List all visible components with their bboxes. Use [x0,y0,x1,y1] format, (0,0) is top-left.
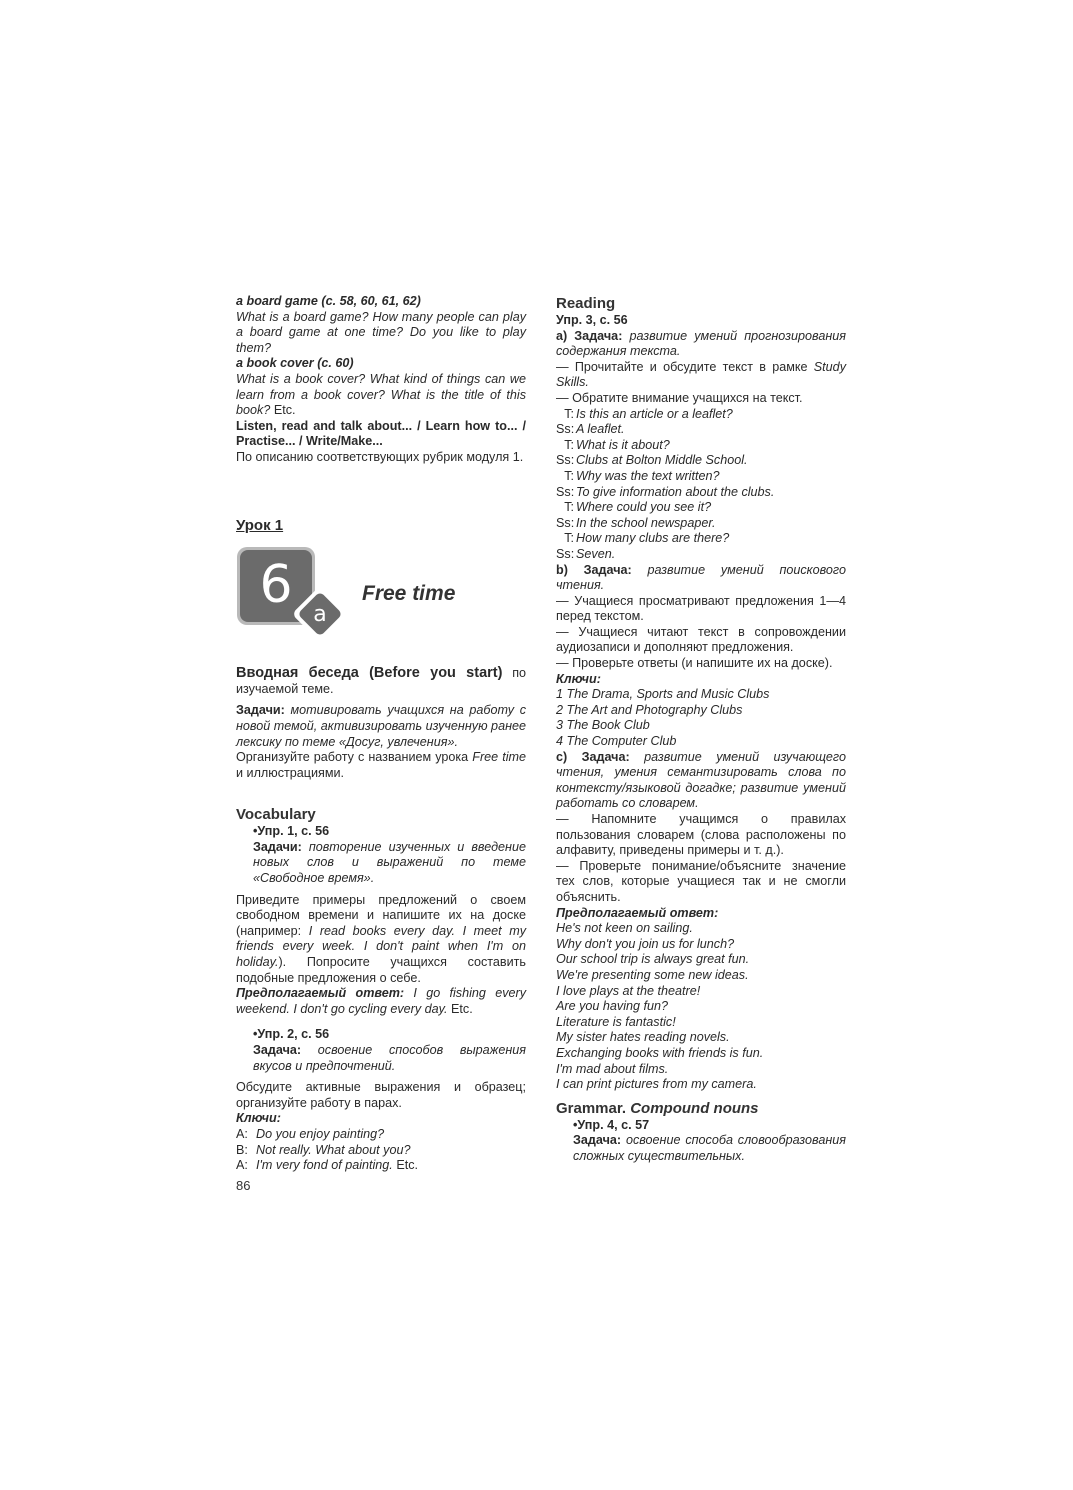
utterance: Clubs at Bolton Middle School. [576,453,748,468]
board-game-heading: a board game (c. 58, 60, 61, 62) [236,294,421,308]
speaker: A: [236,1158,248,1173]
b-task-text: развитие умений поискового чтения. [556,562,847,593]
intro-heading: Вводная беседа (Before you start) [236,665,503,682]
unit-title: Free time [362,582,456,606]
c-line: — Напомните учащимся о правилах пользования словарем (слова расположены по алфавиту, приведены примеры и т. д.). [556,812,846,858]
keys-label: Ключи: [556,671,601,686]
answer-line: Literature is fantastic! [556,1014,676,1029]
answer-line: We're presenting some new ideas. [556,967,749,982]
utterance: I'm very fond of painting. [256,1158,393,1173]
grammar-heading: Grammar. Compound nouns [556,1099,759,1117]
dialog-etc: Etc. [396,1158,419,1173]
b-line: — Учащиеся читают текст в сопровождении аудиозаписи и дополняют предложения. [556,624,846,655]
a-line-1: — Прочитайте и обсудите текст в рамке [556,359,808,374]
key-item: 2 The Art and Photography Clubs [556,702,743,717]
ex1-tasks-label: Задачи: [253,839,302,854]
ex2-text: Обсудите активные выражения и образец; организуйте работу в парах. [236,1080,526,1110]
ex1-expected-label: Предполагаемый ответ: [236,986,405,1001]
book-cover-heading: a book cover (c. 60) [236,356,354,371]
answer-line: Are you having fun? [556,999,669,1014]
dialog-line [556,438,846,454]
ex1-etc: Etc. [451,1001,473,1016]
a-task-text: развитие умений прогнозирования содержания текста. [556,328,846,359]
etc-text: Etc. [273,403,296,418]
dialog-line [556,516,846,532]
utterance: Not really. What about you? [256,1142,411,1157]
dialog-line [236,1158,526,1174]
key-item: 3 The Book Club [556,718,650,733]
c-line: — Проверьте понимание/объясните значение тех слов, которые учащиеся так и не смогли объяснить. [556,858,846,904]
dialog-line [556,531,846,547]
b-task-label: b) Задача: [556,562,632,577]
board-game-text: What is a board game? How many people can play a board game at one time? Do you like to play them? [236,309,526,355]
exercise-1-label: • Упр. 1, с. 56 [253,824,526,840]
ex2-keys-label: Ключи: [236,1111,281,1126]
ex1-text-2: I read books every day. I meet my friends every week. I don't paint when I'm on holiday. [236,923,526,970]
a-line-2: — Обратите внимание учащихся на текст. [556,390,803,405]
ex2-task-text: освоение способов выражения вкусов и предпочтений. [253,1043,527,1073]
speaker: T: [564,468,574,483]
speaker: B: [236,1142,248,1157]
dialog-line [556,500,846,516]
speaker: T: [564,406,574,421]
b-line: — Проверьте ответы (и напишите их на доске). [556,656,833,671]
utterance: Why was the text written? [576,468,720,483]
key-item: 1 The Drama, Sports and Music Clubs [556,687,770,702]
reading-heading: Reading [556,295,616,312]
vocabulary-heading: Vocabulary [236,806,316,824]
speaker: Ss: [556,546,575,561]
rubrics-description: По описанию соответствующих рубрик модуля 1. [236,449,524,464]
dialog-line [556,422,846,438]
unit-badge-icon [236,546,344,642]
intro-org-3: и иллюстрациями. [236,765,345,780]
page-number: 86 [236,1178,251,1193]
intro-tail: по изучаемой теме. [236,666,527,696]
unit-header [236,546,526,642]
a-line-1-it: Study Skills. [556,359,846,390]
speaker: Ss: [556,453,575,468]
exercise-3-label: Упр. 3, с. 56 [556,313,628,327]
ex1-text-3: ). Попросите учащихся составить подобные предложения о себе. [236,955,526,985]
answer-line: Why don't you join us for lunch? [556,936,735,951]
ex2-task-label: Задача: [253,1043,302,1057]
speaker: T: [564,531,574,546]
rubrics-heading: Listen, read and talk about... / Learn how to... / Practise... / Write/Make... [236,418,526,449]
intro-org-2: Free time [472,750,527,765]
speaker: Ss: [556,484,575,499]
dialog-line [556,453,846,469]
ex1-answer: I go fishing every weekend. I don't go cycling every day. [236,986,526,1016]
dialog-line [556,485,846,501]
speaker: Ss: [556,515,575,530]
answer-line: I love plays at the theatre! [556,983,701,998]
key-item: 4 The Computer Club [556,734,677,749]
speaker: T: [564,437,574,452]
c-task-text: развитие умений изучающего чтения, умения семантизировать слова по контексту/языковой догадке; развитие умений работать со словарем. [556,749,847,811]
dialog-line [236,1143,526,1159]
b-line: — Учащиеся просматривают предложения 1—4 перед текстом. [556,593,846,624]
utterance: How many clubs are there? [576,531,730,546]
speaker: T: [564,500,574,515]
ex4-task-label: Задача: [573,1133,622,1148]
utterance: Seven. [576,546,616,561]
utterance: What is it about? [576,437,670,452]
left-column [236,294,526,1174]
unit-letter: a [313,602,327,628]
lesson-label: Урок 1 [236,516,284,534]
exercise-2-label: • Упр. 2, с. 56 [253,1027,526,1043]
utterance: In the school newspaper. [576,515,716,530]
a-task-label: a) Задача: [556,328,623,343]
answer-line: I can print pictures from my camera. [556,1077,757,1092]
speaker: A: [236,1126,248,1141]
utterance: Do you enjoy painting? [256,1126,385,1141]
utterance: To give information about the clubs. [576,484,775,499]
dialog-line [556,547,846,563]
answer-line: Exchanging books with friends is fun. [556,1045,764,1060]
expected-answer-label: Предполагаемый ответ: [556,905,719,920]
utterance: Is this an article or a leaflet? [576,406,733,421]
answer-line: Our school trip is always great fun. [556,952,750,967]
intro-tasks-label: Задачи: [236,703,285,718]
ex1-text-1: Приведите примеры предложений о своем свободном времени и напишите их на доске (например: [236,892,526,938]
right-column [556,294,846,1164]
dialog-line [236,1127,526,1143]
utterance: A leaflet. [576,422,625,437]
intro-tasks-text: мотивировать учащихся на работу с новой темой, активизировать изученную ранее лексику по теме «Досуг, увлечения». [236,703,527,749]
utterance: Where could you see it? [576,500,712,515]
unit-number: 6 [259,555,293,616]
answer-line: He's not keen on sailing. [556,921,693,936]
speaker: Ss: [556,422,575,437]
book-cover-text: What is a book cover? What kind of things can we learn from a book cover? What is the title of this book? [236,371,526,418]
ex4-task-text: освоение способа словообразования сложных существительных. [573,1133,846,1163]
dialog-line [556,469,846,485]
answer-line: My sister hates reading novels. [556,1030,730,1045]
intro-org-1: Организуйте работу с названием урока [236,750,469,765]
c-task-label: c) Задача: [556,749,630,764]
dialog-line [556,407,846,423]
answer-line: I'm mad about films. [556,1061,669,1076]
ex1-tasks-text: повторение изученных и введение новых слов и выражений по теме «Свободное время». [253,839,526,886]
exercise-4-label: • Упр. 4, с. 57 [573,1118,846,1134]
